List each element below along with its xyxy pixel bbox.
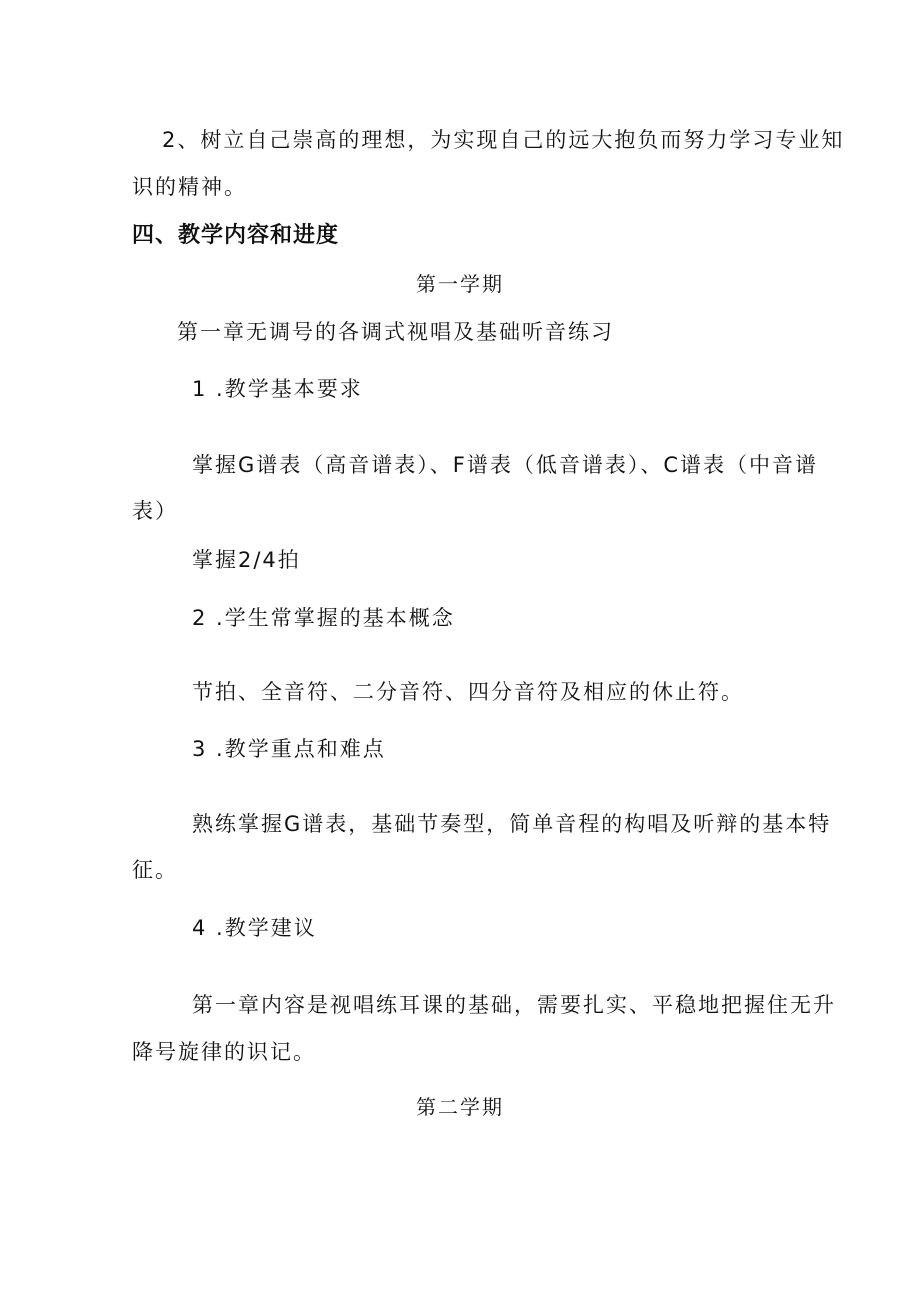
item-1-heading: 1 .教学基本要求	[192, 377, 363, 401]
item-4-text-line2: 降号旋律的识记。	[132, 1040, 316, 1064]
item-1-text-2: 掌握2/4拍	[192, 548, 301, 572]
section-heading: 四、教学内容和进度	[132, 223, 340, 248]
goal-2-text-line1: 2、树立自己崇高的理想，为实现自己的远大抱负而努力学习专业知	[162, 128, 845, 152]
semester-1-title: 第一学期	[416, 272, 504, 296]
semester-2-title: 第二学期	[416, 1095, 504, 1119]
item-4-text-line1: 第一章内容是视唱练耳课的基础，需要扎实、平稳地把握住无升	[192, 993, 836, 1017]
item-3-text-line2: 征。	[132, 858, 178, 882]
item-2-text: 节拍、全音符、二分音符、四分音符及相应的休止符。	[192, 680, 744, 704]
chapter-1-title: 第一章无调号的各调式视唱及基础听音练习	[177, 320, 614, 344]
goal-2-text-line2: 识的精神。	[132, 175, 247, 199]
item-3-heading: 3 .教学重点和难点	[192, 737, 386, 761]
item-2-heading: 2 .学生常掌握的基本概念	[192, 606, 455, 630]
item-1-text-line1: 掌握G谱表（高音谱表）、F谱表（低音谱表）、C谱表（中音谱	[192, 453, 819, 477]
item-1-text-line2: 表）	[132, 499, 178, 523]
item-4-heading: 4 .教学建议	[192, 916, 317, 940]
item-3-text-line1: 熟练掌握G谱表，基础节奏型，简单音程的构唱及听辩的基本特	[192, 812, 832, 836]
